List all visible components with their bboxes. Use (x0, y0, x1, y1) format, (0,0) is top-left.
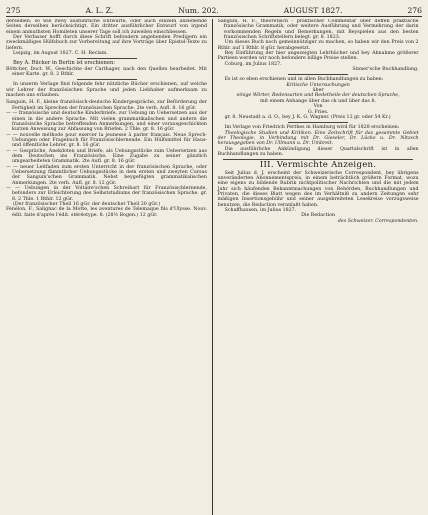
paragraph: derselben; so wie zwey ausführliche Entwürfe, oder auch einzeln anziehende Seiten derselben berücksichtigt. Ein dritter ausführlicher Entwurf von irgend einem anmuthsten Homileten unserer Tage soll ich zuweilen einschliessen. (6, 19, 207, 35)
book-title-part: Von (313, 104, 323, 110)
paragraph: Im Verlage von Friedrich Perthes in Hamburg wird für 1828 erscheinen: (224, 125, 400, 131)
place-date: Schaffhausen, im Julius 1827. (224, 208, 297, 213)
section-title: III. Vermischte Anzeigen. (259, 160, 377, 171)
divider (288, 74, 348, 75)
paragraph: Um dieses Buch noch gemeinnütziger zu machen, so haben wir den Preis von 2 Rthlr. auf 1 Rthlr. 8 gGr. herabgesetzt. (217, 40, 419, 51)
announcement-heading: Bey A. Rücker in Berlin ist erschienen: (13, 60, 116, 67)
left-column (6, 19, 211, 515)
book-entry: — — Gespräche, Anekdoten und Briefe, als Uebungsstücke zum Uebersetzen aus dem Deutschen ins Französische. Eine Zugabe zu seiner gänzlich umgearbeiteten Grammatik. 2te Aufl. gr. 8. 16 gGr. (6, 148, 207, 165)
left-page-number: 275 (6, 6, 21, 15)
place-date: Coburg, im Julius 1827. (224, 61, 282, 67)
book-entry: Sanguin, H. F., theoretisch - praktischer Commentar über deffen praktische französische Grammatik, oder weitere Ausführung und Vermehrung der darin vorkommenden Regeln und Bemerkungen, mit Beyspielen aus den besten französischen Schriftstellern belegt. gr. 8. 1823. (217, 19, 419, 41)
book-entry: Böttcher, Doct. W., Geschichte der Carthager, nach den Quellen bearbeitet. Mit einer Karte. gr. 8. 2 Rthlr. (6, 66, 207, 78)
signature: Sinner'sche Buchhandlung. (352, 67, 419, 73)
paragraph: Bey Einführung der hier angezeigten Lehrbücher und bey Abnahme größerer Partieen werden wir noch befondere billige Preise stellen. (217, 51, 419, 62)
book-entry: Sanguin, H. F., kleine französisch-deutsche Kindergespräche, zur Beförderung der Fertigkeit im Sprechen der französischen Sprache. 2te verb. Aufl. 8. 16 gGr. (6, 100, 207, 111)
signature: des Schweizer. Correspondenten. (337, 218, 419, 224)
right-page-number: 276 (407, 6, 422, 15)
book-entry: — — nouvelle méthode pour exercer la jeunesse à parler français. Neue Sprech-Uebungen oder Fragebuch für Französischlernende. Ein Hülfsmittel für Haus- und öffentliche Lehrer. gr. 8. 16 gGr. (6, 132, 207, 149)
book-title-part: über (312, 88, 324, 94)
signature: Leipzig, im August 1827. C. H. Reclam. (13, 51, 108, 57)
issue-number: Num. 202. (178, 6, 219, 15)
divider (288, 122, 348, 123)
book-title-part: mit einem Anhange über das ck und über das ß. (260, 98, 377, 104)
book-entry: — — Uebungen in der Voltaire'schen Schreibart für Französischlernende, befonders zur Erleichterung des Selbststudiums der französischen Sprache. gr. 8. 2 Thle. 1 Rthlr. 12 gGr. (6, 185, 207, 202)
page-header (6, 4, 422, 17)
book-entry: Fénélon, F., Salignac de la Motte, les aventures de Telemaque fils d'Ulysse. Nouv. édit. faite d'après l'édit. stéréotype. 8. (28½ Bogen.) 12 gGr. (6, 207, 207, 218)
book-author: G. Fries. (307, 109, 329, 115)
book-entry: Theologische Studien und Kritiken. Eine Zeitschrift für das gesammte Gebiet der Theologie, in Verbindung mit Dr. Gieseler, Dr. Lücke u. Dr. Nitzsch herausgegeben von Dr. Ullmann u. Dr. Umbreit. (217, 130, 419, 147)
book-title-part: einige Wörter, Redensarten und Redetheile der deutschen Sprache, (236, 93, 400, 99)
column-rule (212, 19, 213, 515)
publication-info: gr. 8. Neustadt a. d. O., bey J. K. G. Wagner. (Preis 12 gr. oder 54 Kr.) (224, 114, 391, 120)
paragraph: Die ausführliche Ankündigung dieser Quartalschrift ist in allen Buchhandlungen zu haben. (217, 146, 419, 157)
journal-name: A. L. Z. (85, 6, 114, 15)
paragraph: Der Verfasser hofft durch diese Schrift befondern angehenden Predigern ein zweckmäßiges Hülfsbuch zur Vorbereitung auf ihre Vorträge über Epistel-Texte zu liefern. (6, 35, 207, 51)
book-entry: — — französische und deutsche Kinderbriefe, zur Uebung im Uebersetzen aus der einen in die andere Sprache. Mit vielen grammatikalischen und andern die französische Sprache betreffenden Anmerkungen, und einer vorausgeschickten kurzen Anweisung zur Abfassung von Briefen. 2 Thle. gr. 8. 16 gGr. (6, 111, 207, 133)
issue-date: AUGUST 1827. (283, 6, 343, 15)
paragraph: Es ist so eben erschienen und in allen Buchhandlungen zu haben: (224, 77, 384, 83)
right-column (214, 19, 419, 515)
divider (77, 58, 137, 59)
book-title: Kritische Untersuchungen (286, 82, 350, 88)
divider (77, 79, 137, 80)
book-entry: — — neuer Leitfaden zum ersten Unterricht in der französischen Sprache, oder Uebersetzung fämmtlicher Uebungsstücke in dem ersten und zweyten Cursus der Sanguin'schen Grammatik. Nebst beygefügten grammatikalischen Anmerkungen. 2te verb. Aufl. gr. 8. 12 gGr. (6, 164, 207, 186)
paragraph: In unserm Verlage find folgende fehr nützliche Bücher erschienen, auf welche wir Lehrer der französischen Sprache und jeden Liebhaber aufmerksam zu machen uns erlauben: (6, 82, 207, 99)
columns (6, 19, 422, 515)
book-entry-note: (Der französischer Theil 16 gGr. der deutscher Theil 20 gGr.) (13, 202, 161, 207)
signature: Die Redaction (301, 213, 336, 219)
paragraph: Seit Julius d. J. erscheint der Schweizerische Correspondent, bey übrigens unveränderten Abonnementspreis, in einem beträchtlich größern Format, wozu eine eigens zu bildende Rubrik nichtpolitischer Nachrichten und die mit jedem Jahr sich häufenden Bekanntmachungen von Behörden, Buchhandlungen und Privaten, die dieses Blatt wegen des im Verhältniß zu andern Zeitungen sehr mäßigen Insertionsgebühr und seiner ausgebreiteten Lesekreise vorzugsweise benutzen, die Redaction veranlaßt haben. (217, 170, 419, 208)
